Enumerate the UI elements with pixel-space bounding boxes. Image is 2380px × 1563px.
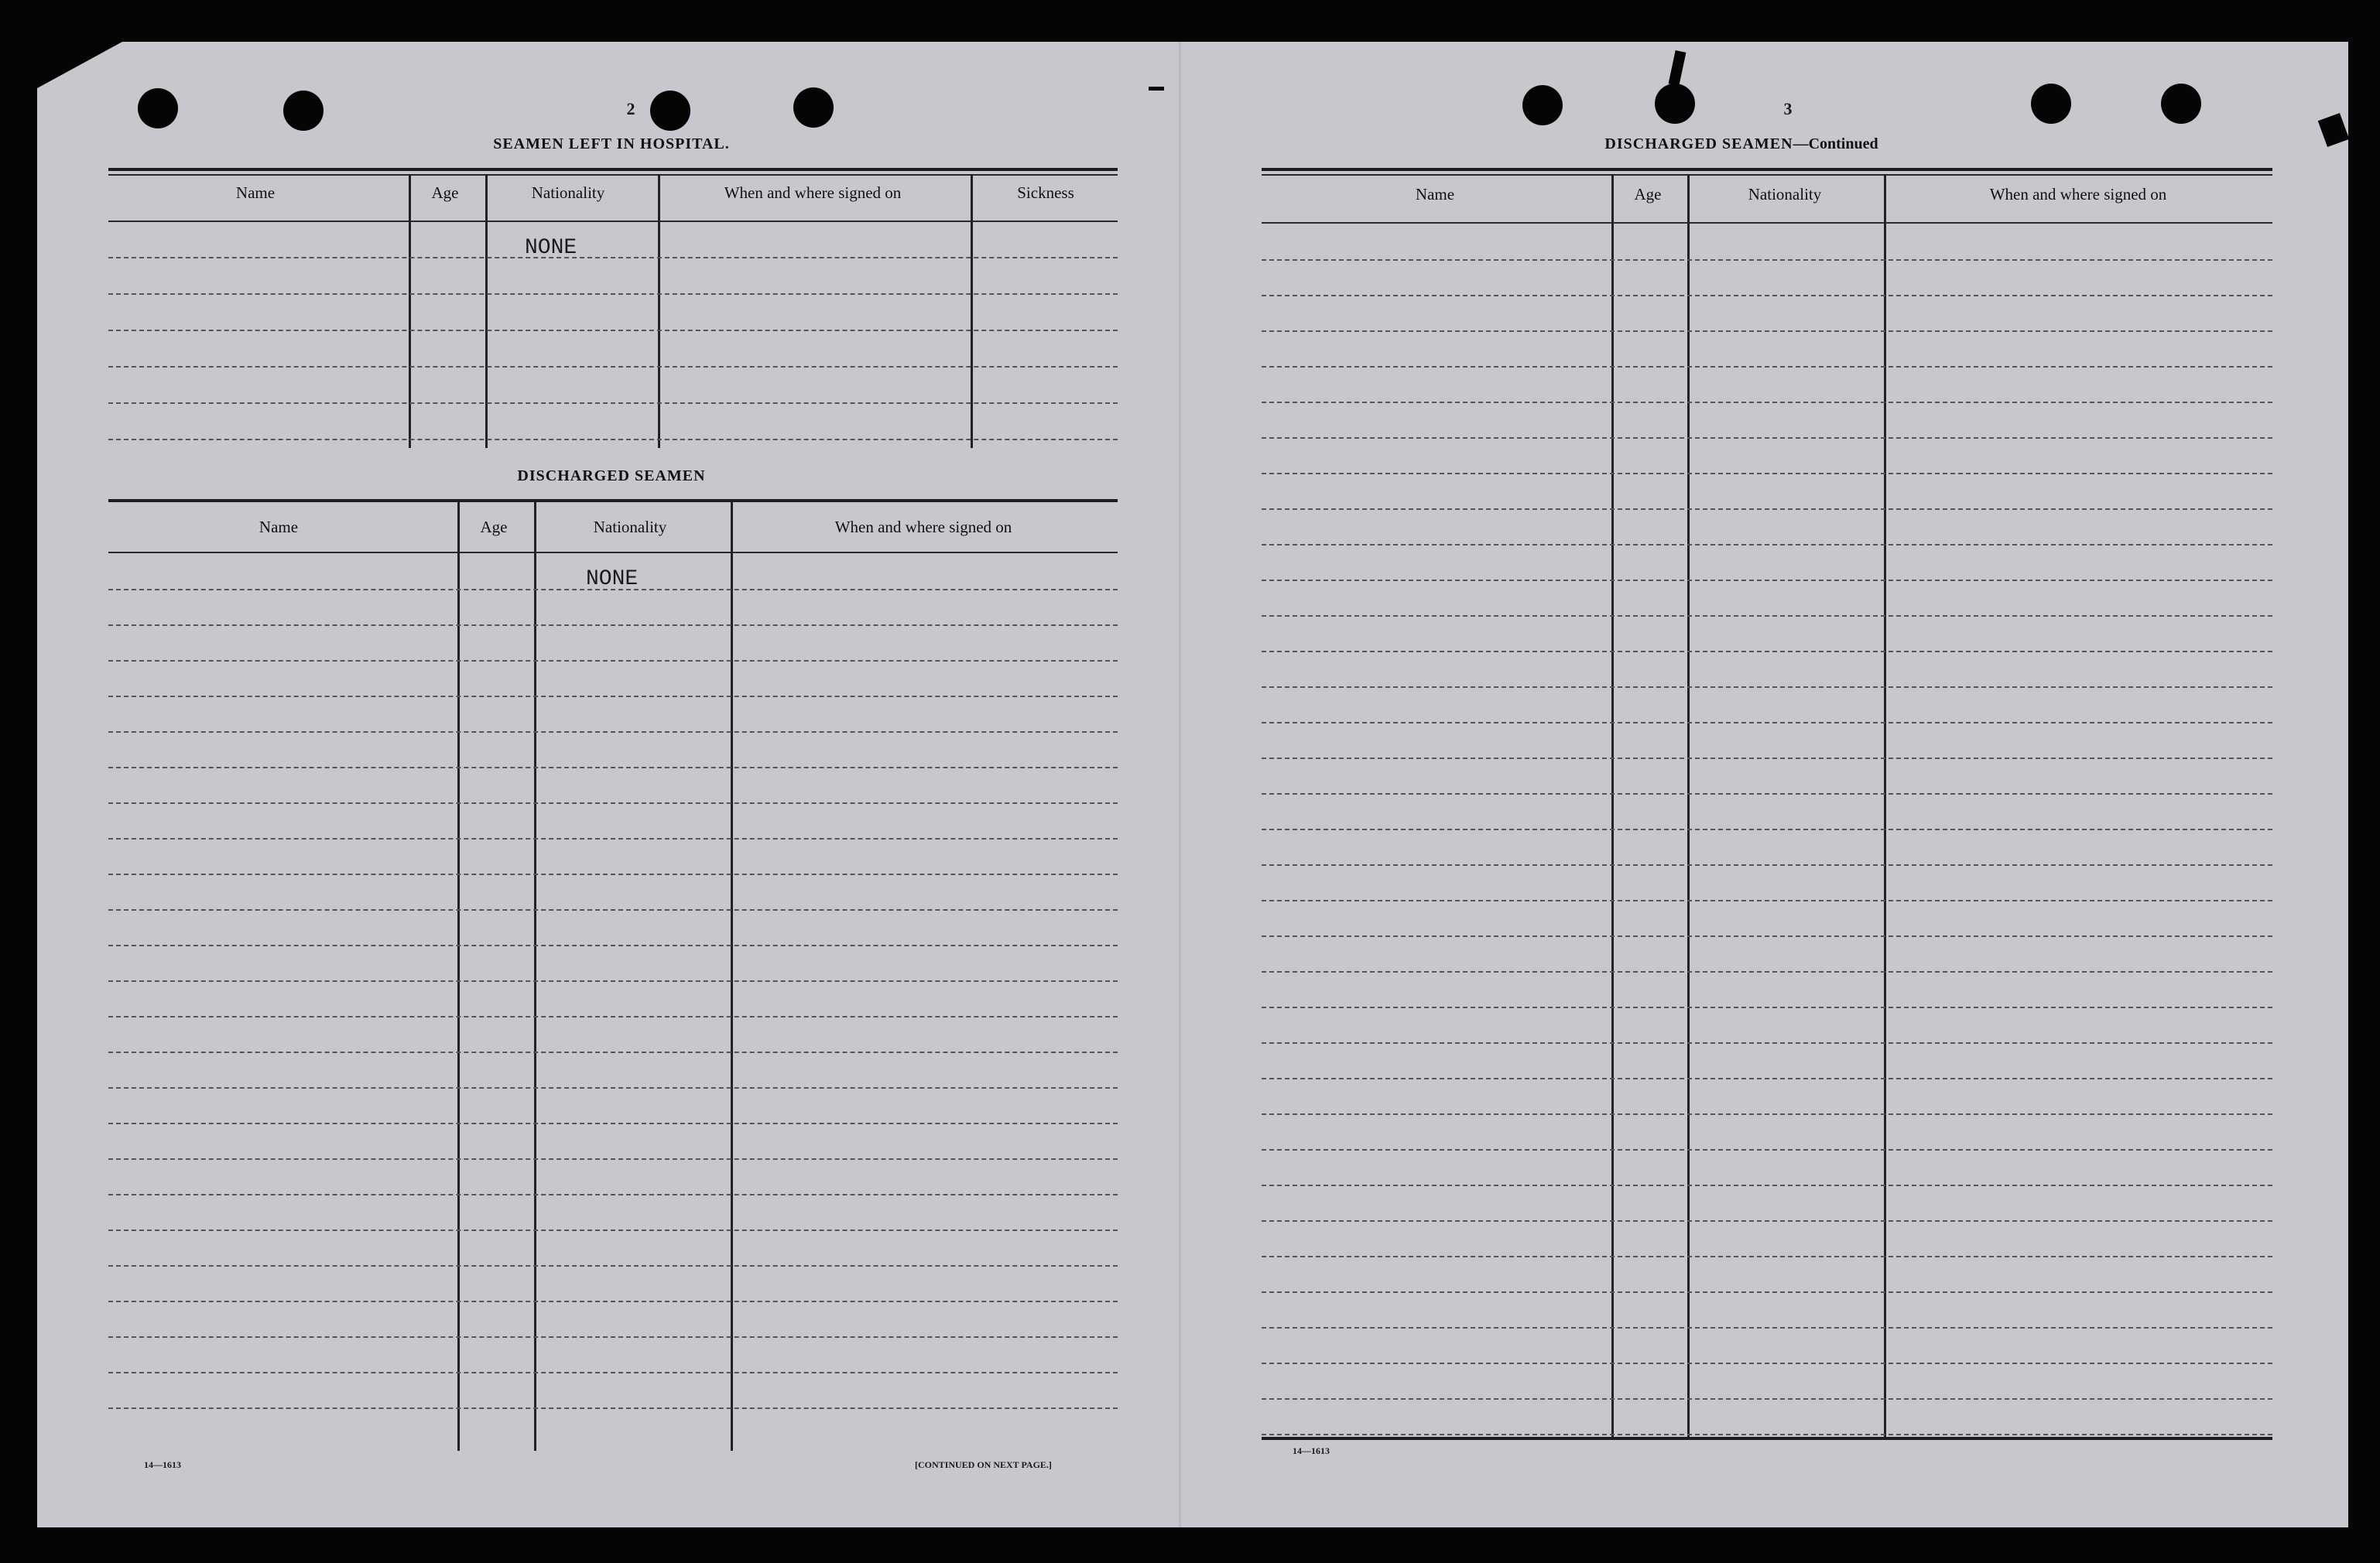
row-rule	[108, 1301, 1118, 1302]
tear-mark	[1149, 87, 1164, 91]
row-rule	[1262, 402, 2272, 403]
row-rule	[108, 1087, 1118, 1089]
row-rule	[108, 909, 1118, 911]
row-rule	[108, 1016, 1118, 1017]
punch-hole	[793, 87, 834, 128]
column-header-name: Name	[259, 518, 299, 536]
row-rule	[1262, 473, 2272, 474]
row-rule	[108, 366, 1118, 368]
column-header-nationality: Nationality	[531, 183, 605, 202]
row-rule	[1262, 971, 2272, 973]
title-main: DISCHARGED SEAMEN	[1604, 135, 1793, 152]
row-rule	[108, 1336, 1118, 1338]
row-rule	[108, 1265, 1118, 1267]
discharged-nationality-entry: NONE	[586, 567, 639, 591]
row-rule	[1262, 366, 2272, 368]
row-rule	[108, 1230, 1118, 1231]
row-rule	[1262, 295, 2272, 296]
row-rule	[1262, 615, 2272, 617]
row-rule	[108, 1123, 1118, 1124]
column-header-signed-on: When and where signed on	[724, 183, 902, 202]
row-rule	[1262, 1256, 2272, 1257]
row-rule	[1262, 544, 2272, 546]
continued-note: [CONTINUED ON NEXT PAGE.]	[915, 1459, 1052, 1470]
punch-hole	[2031, 84, 2071, 124]
row-rule	[1262, 829, 2272, 830]
row-rule	[1262, 758, 2272, 759]
row-rule	[108, 838, 1118, 840]
row-rule	[1262, 259, 2272, 261]
row-rule	[108, 945, 1118, 946]
page-number: 2	[626, 99, 635, 118]
punch-hole	[1522, 85, 1563, 125]
row-rule	[1262, 864, 2272, 866]
row-rule	[1262, 1398, 2272, 1400]
column-header-nationality: Nationality	[1748, 185, 1822, 203]
row-rule	[1262, 1220, 2272, 1222]
punch-hole	[2161, 84, 2201, 124]
page-fold	[1179, 42, 1181, 1527]
row-rule	[1262, 1113, 2272, 1115]
column-header-signed-on: When and where signed on	[834, 518, 1012, 536]
column-header-name: Name	[235, 183, 276, 202]
row-rule	[1262, 722, 2272, 723]
row-rule	[108, 767, 1118, 768]
row-rule	[108, 1372, 1118, 1373]
hospital-section-title: SEAMEN LEFT IN HOSPITAL.	[493, 135, 730, 152]
row-rule	[1262, 1078, 2272, 1079]
row-rule	[1262, 935, 2272, 937]
discharged-continued-table	[1262, 168, 2272, 1437]
punch-hole	[650, 91, 690, 131]
row-rule	[1262, 1149, 2272, 1151]
row-rule	[108, 980, 1118, 982]
row-rule	[108, 802, 1118, 804]
row-rule	[108, 1194, 1118, 1195]
row-rule	[1262, 1327, 2272, 1329]
row-rule	[1262, 1007, 2272, 1008]
row-rule	[108, 439, 1118, 440]
page-number: 3	[1783, 99, 1793, 118]
row-rule	[1262, 330, 2272, 332]
form-number: 14—1613	[1293, 1445, 1330, 1456]
row-rule	[1262, 437, 2272, 439]
row-rule	[108, 402, 1118, 404]
row-rule	[1262, 686, 2272, 688]
row-rule	[108, 1158, 1118, 1160]
row-rule	[108, 660, 1118, 662]
row-rule	[108, 293, 1118, 295]
row-rule	[1262, 1185, 2272, 1186]
row-rule	[108, 330, 1118, 331]
column-header-sickness: Sickness	[1017, 183, 1074, 202]
discharged-continued-title	[1604, 135, 1878, 153]
row-rule	[1262, 793, 2272, 795]
row-rule	[1262, 1291, 2272, 1293]
punch-hole	[1655, 84, 1695, 124]
row-rule	[1262, 651, 2272, 652]
row-rule	[108, 589, 1118, 590]
column-header-signed-on: When and where signed on	[1989, 185, 2167, 203]
column-header-age: Age	[431, 183, 459, 202]
row-rule	[1262, 580, 2272, 581]
row-rule	[108, 624, 1118, 626]
row-rule	[1262, 1434, 2272, 1435]
row-rule	[108, 1407, 1118, 1409]
punch-hole	[138, 88, 178, 128]
hospital-nationality-entry: NONE	[525, 236, 577, 260]
punch-hole	[283, 91, 324, 131]
row-rule	[108, 874, 1118, 875]
row-rule	[1262, 1363, 2272, 1364]
title-suffix: —Continued	[1793, 135, 1878, 152]
column-header-name: Name	[1415, 185, 1455, 203]
form-number: 14—1613	[144, 1459, 181, 1470]
column-header-nationality: Nationality	[593, 518, 667, 536]
row-rule	[108, 731, 1118, 733]
column-header-age: Age	[480, 518, 508, 536]
row-rule	[1262, 508, 2272, 510]
row-rule	[108, 257, 1118, 258]
row-rule	[1262, 1042, 2272, 1044]
column-header-age: Age	[1634, 185, 1662, 203]
row-rule	[108, 696, 1118, 697]
row-rule	[108, 1052, 1118, 1053]
discharged-table	[108, 499, 1118, 1455]
hospital-table	[108, 168, 1118, 451]
row-rule	[1262, 900, 2272, 901]
discharged-section-title: DISCHARGED SEAMEN	[517, 467, 706, 484]
